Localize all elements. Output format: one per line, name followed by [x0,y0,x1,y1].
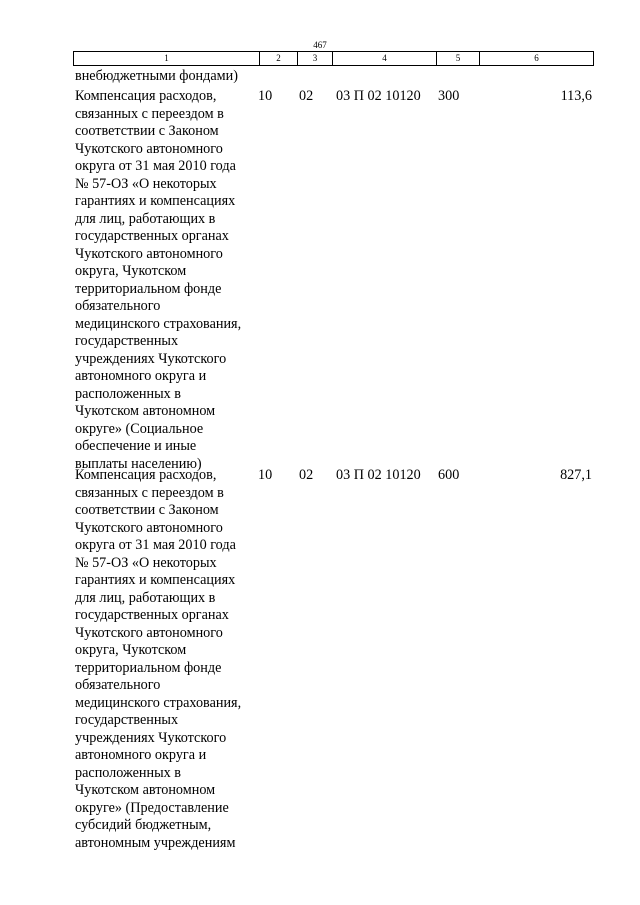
header-col-2: 2 [260,52,298,65]
row-amount: 113,6 [560,88,592,104]
row-subsection: 02 [299,467,314,483]
header-col-6: 6 [534,53,539,63]
row-description: Компенсация расходов, связанных с переездом в соответствии с Законом Чукотского автономного округа от 31 мая 2010 года № 57-ОЗ «О некоторых гарантиях и компенсациях для лиц, работающих в государственных органах Чукотского автономного округа, Чукотском территориальном фонде обязательного медицинского страхования, государственных учреждениях Чукотского автономного округа и расположенных в Чукотском автономном округе» (Предоставление субсидий бюджетным, автономным учреждениям [75,467,242,851]
row-section: 10 [258,467,273,483]
row-description: Компенсация расходов, связанных с переездом в соответствии с Законом Чукотского автономного округа от 31 мая 2010 года № 57-ОЗ «О некоторых гарантиях и компенсациях для лиц, работающих в государственных органах Чукотского автономного округа, Чукотском территориальном фонде обязательного медицинского страхования, государственных учреждениях Чукотского автономного округа и расположенных в Чукотском автономном округе» (Социальное обеспечение и иные выплаты населению) [75,88,242,472]
header-col-1: 1 [74,52,260,65]
header-col-5: 5 [437,52,480,65]
table-header [73,51,594,66]
row-section: 10 [258,88,273,104]
row-subsection: 02 [299,88,314,104]
row-amount: 827,1 [560,467,592,483]
header-col-4: 4 [333,52,437,65]
row-target-code: 03 П 02 10120 [336,88,421,104]
header-col-3: 3 [298,52,333,65]
row-target-code: 03 П 02 10120 [336,467,421,483]
continuation-text: внебюджетными фондами) [75,68,238,84]
page-number: 467 [313,40,327,50]
row-expense-type: 600 [438,467,460,483]
row-expense-type: 300 [438,88,460,104]
